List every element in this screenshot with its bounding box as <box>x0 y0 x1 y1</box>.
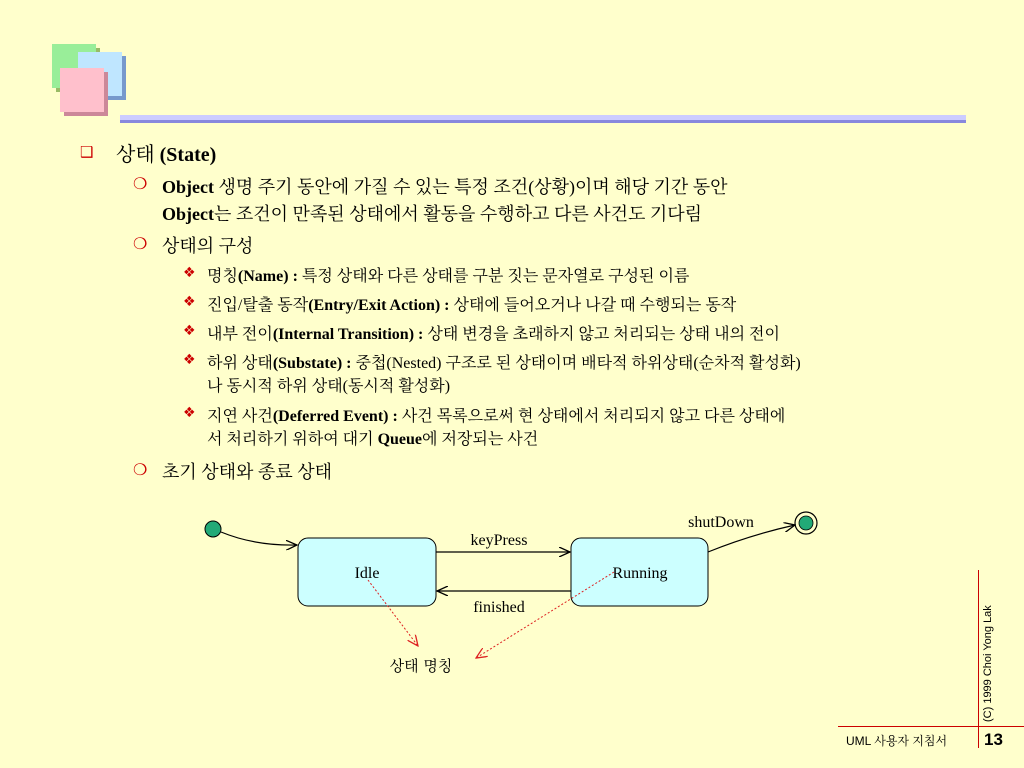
footer-horizontal-rule <box>838 726 1024 727</box>
circle-bullet-icon: ❍ <box>133 174 148 193</box>
finished-label: finished <box>473 599 525 616</box>
definition-term-2: Object <box>162 204 214 224</box>
item-kr: 진입/탈출 동작 <box>207 297 309 314</box>
item-cont-post: 에 저장되는 사건 <box>422 431 539 448</box>
definition-text-2: 는 조건이 만족된 상태에서 활동을 수행하고 다른 사건도 기다림 <box>213 204 703 224</box>
item-en: (Deferred Event) : <box>272 408 402 425</box>
item-kr: 명칭 <box>207 268 238 285</box>
item-desc: 특정 상태와 다른 상태를 구분 짓는 문자열로 구성된 이름 <box>301 268 690 285</box>
initial-state-marker <box>205 521 221 537</box>
final-state-inner <box>799 516 813 530</box>
circle-bullet-icon: ❍ <box>133 234 148 253</box>
item-cont-pre: 서 처리하기 위하여 대기 <box>207 431 378 448</box>
heading-prefix: 상태 <box>116 144 160 166</box>
checkbox-bullet-icon: ❑ <box>80 143 94 161</box>
item-kr: 지연 사건 <box>207 408 273 425</box>
item-cont-term: Queue <box>377 431 423 448</box>
circle-bullet-icon: ❍ <box>133 460 148 479</box>
item-kr: 내부 전이 <box>207 326 273 343</box>
diamond-bullet-icon: ❖ <box>183 352 196 368</box>
diamond-bullet-icon: ❖ <box>183 323 196 339</box>
diamond-bullet-icon: ❖ <box>183 294 196 310</box>
diamond-bullet-icon: ❖ <box>183 265 196 281</box>
initial-final-title: 초기 상태와 종료 상태 <box>162 462 332 482</box>
footer-vertical-rule <box>978 570 979 748</box>
item-desc: 중첩(Nested) 구조로 된 상태이며 배타적 하위상태(순차적 활성화) <box>355 355 801 372</box>
diamond-bullet-icon: ❖ <box>183 405 196 421</box>
page-number: 13 <box>984 730 1003 749</box>
keypress-label: keyPress <box>470 532 528 549</box>
initial-transition-arrow <box>221 532 297 545</box>
item-en: (Name) : <box>237 268 302 285</box>
state-running-label: Running <box>612 565 668 582</box>
item-en: (Internal Transition) : <box>272 326 428 343</box>
annotation-label: 상태 명칭 <box>389 657 453 675</box>
item-desc: 상태 변경을 초래하지 않고 처리되는 상태 내의 전이 <box>427 326 780 343</box>
item-kr: 하위 상태 <box>207 355 273 372</box>
state-idle-label: Idle <box>354 565 380 582</box>
component-item-substate-cont: 나 동시적 하위 상태(동시적 활성화) <box>207 378 451 395</box>
item-desc: 사건 목록으로써 현 상태에서 처리되지 않고 다른 상태에 <box>401 408 786 425</box>
shutdown-label: shutDown <box>688 514 754 531</box>
heading-term: (State) <box>159 144 217 166</box>
footer-title: UML 사용자 지침서 <box>846 734 948 748</box>
item-en: (Substate) : <box>272 355 356 372</box>
definition-term: Object <box>162 177 214 197</box>
item-en: (Entry/Exit Action) : <box>308 297 454 314</box>
item-desc: 상태에 들어오거나 나갈 때 수행되는 동작 <box>453 297 737 314</box>
components-title: 상태의 구성 <box>162 236 254 256</box>
copyright-text: (C) 1999 Choi Yong Lak <box>982 605 994 722</box>
definition-text-1: 생명 주기 동안에 가질 수 있는 특정 조건(상황)이며 해당 기간 동안 <box>213 177 728 197</box>
